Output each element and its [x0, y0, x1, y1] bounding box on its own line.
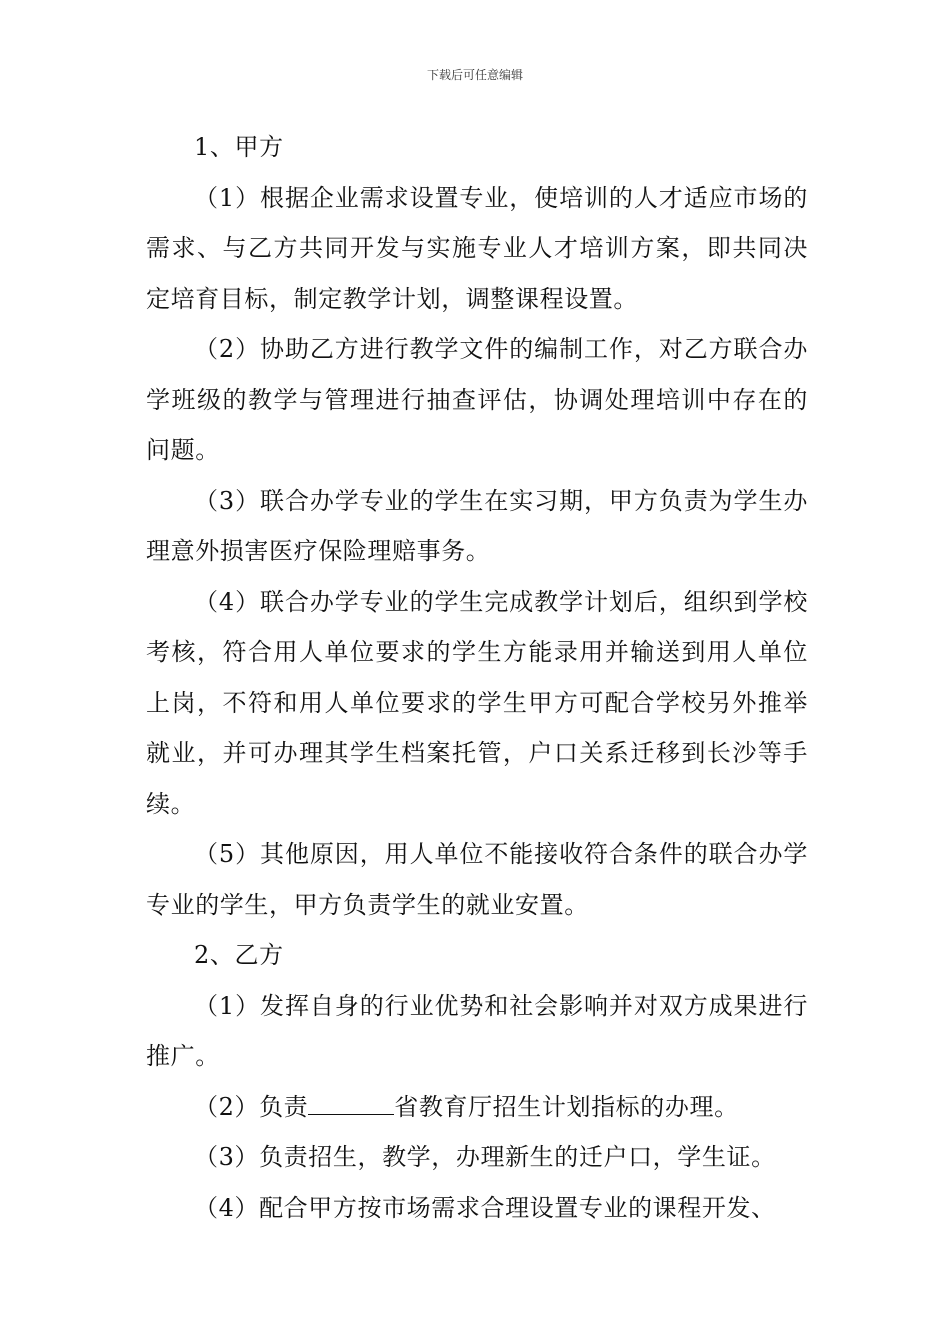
section-heading-party-a: 1、甲方 [194, 133, 284, 161]
party-a-item-3: （3）联合办学专业的学生在实习期，甲方负责为学生办理意外损害医疗保险理赔事务。 [146, 486, 808, 565]
header-note: 下载后可任意编辑 [426, 68, 523, 82]
section-heading-party-b: 2、乙方 [194, 941, 284, 969]
party-b-item-3: （3）负责招生，教学，办理新生的迁户口，学生证。 [194, 1143, 776, 1171]
party-b-item-4: （4）配合甲方按市场需求合理设置专业的课程开发、 [194, 1193, 776, 1222]
party-b-item-2-suffix: 省教育厅招生计划指标的办理。 [394, 1092, 739, 1121]
party-a-item-4: （4）联合办学专业的学生完成教学计划后，组织到学校考核，符合用人单位要求的学生方能录用并输送到用人单位上岗，不符和用人单位要求的学生甲方可配合学校另外推举就业，并可办理其学生档案托管，户口关系迁移到长沙等手续。 [146, 587, 808, 818]
party-a-item-2: （2）协助乙方进行教学文件的编制工作，对乙方联合办学班级的教学与管理进行抽查评估，协调处理培训中存在的问题。 [146, 335, 808, 464]
party-a-item-5: （5）其他原因，用人单位不能接收符合条件的联合办学专业的学生，甲方负责学生的就业安置。 [146, 840, 808, 919]
party-a-item-1: （1）根据企业需求设置专业，使培训的人才适应市场的需求、与乙方共同开发与实施专业人才培训方案，即共同决定培育目标，制定教学计划，调整课程设置。 [146, 183, 808, 313]
party-b-item-2-prefix: （2）负责 [194, 1092, 309, 1121]
fill-in-blank [308, 1094, 394, 1115]
party-b-item-1: （1）发挥自身的行业优势和社会影响并对双方成果进行推广。 [146, 991, 808, 1070]
party-b-item-2 [146, 1082, 808, 1133]
document-body [146, 122, 808, 1233]
